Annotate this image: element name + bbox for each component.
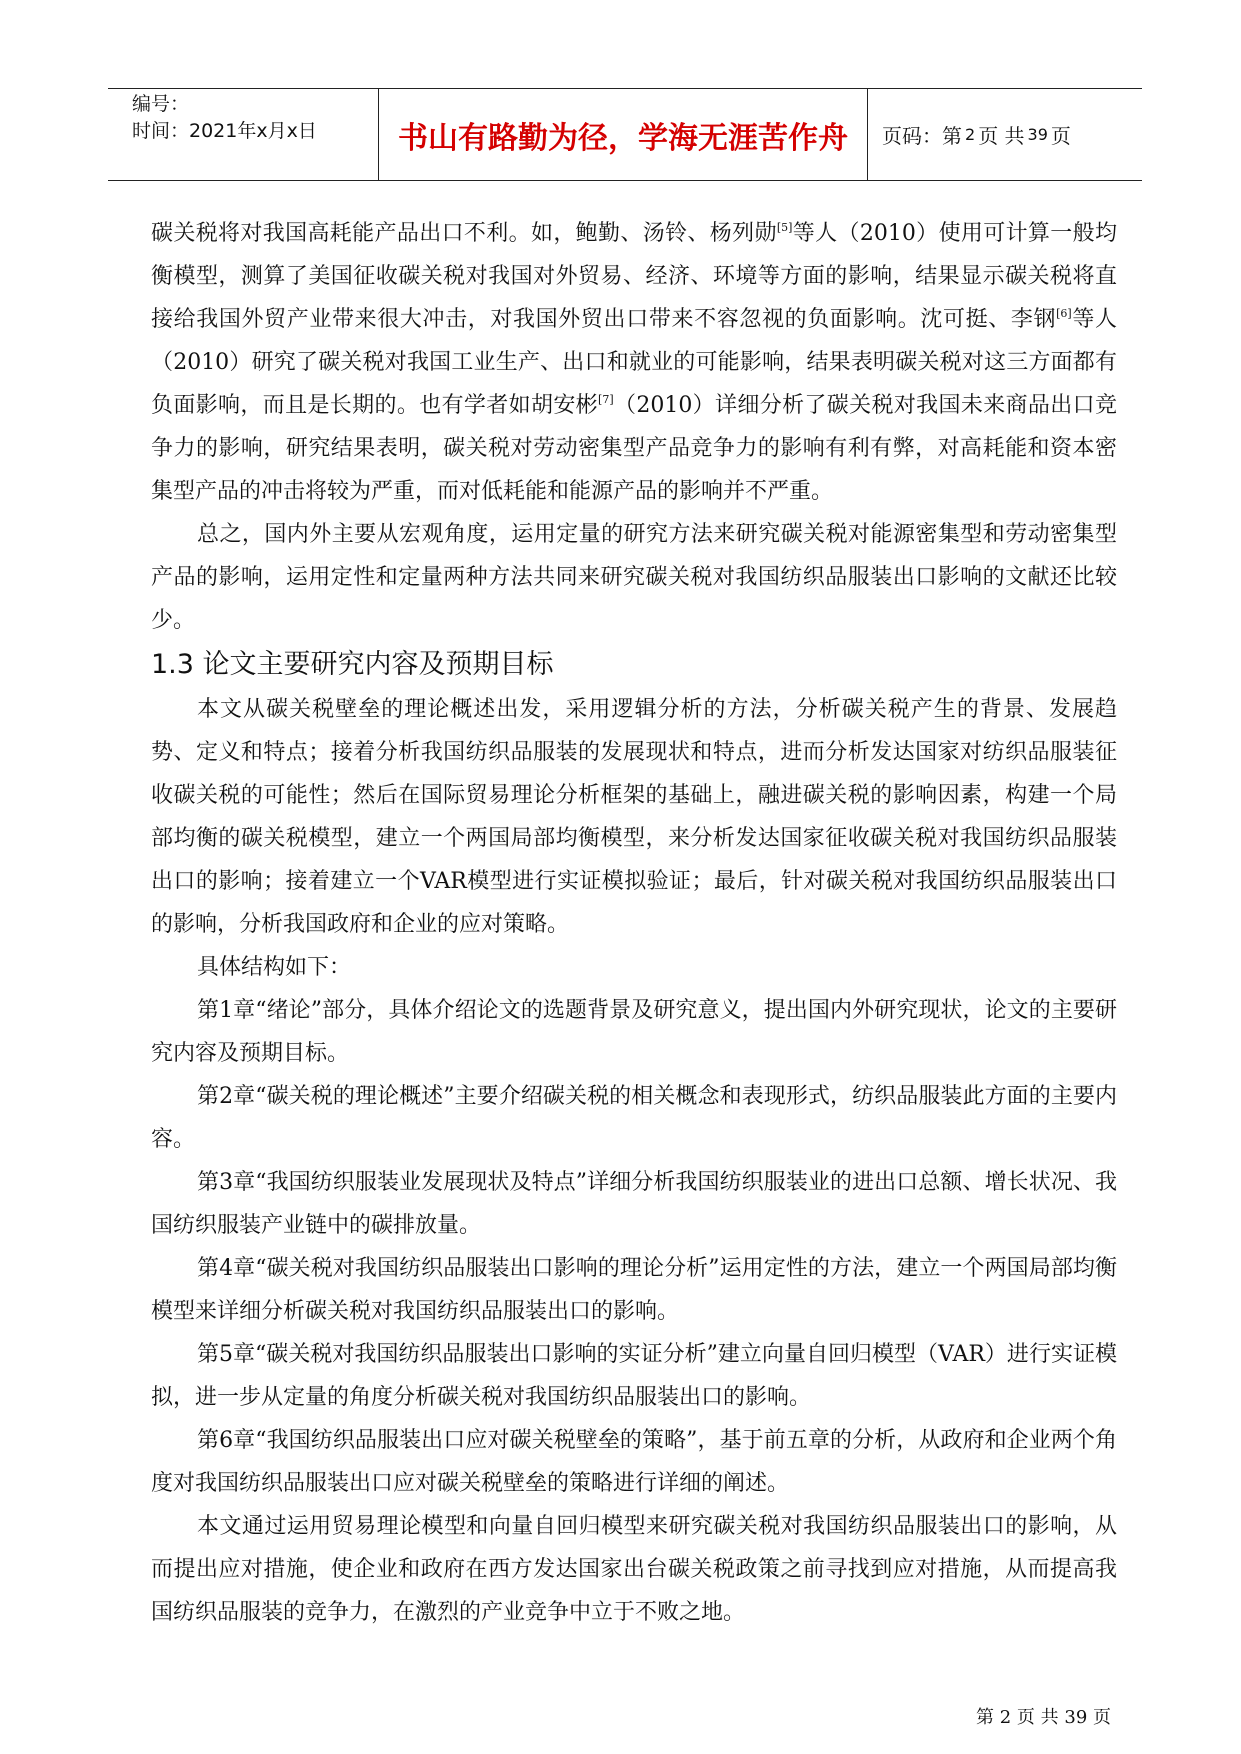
paragraph-chapter-4: 第4章“碳关税对我国纺织品服装出口影响的理论分析”运用定性的方法，建立一个两国局部均衡模型来详细分析碳关税对我国纺织品服装出口的影响。 xyxy=(151,1256,1117,1324)
paragraph-literature-review xyxy=(151,212,1117,513)
paragraph-chapter-3: 第3章“我国纺织服装业发展现状及特点”详细分析我国纺织服装业的进出口总额、增长状况、我国纺织服装产业链中的碳排放量。 xyxy=(151,1170,1117,1238)
text-run: 碳关税将对我国高耗能产品出口不利。如，鲍勤、汤铃、杨列勋 xyxy=(151,221,777,246)
page-current: 2 xyxy=(965,125,976,144)
paragraph-chapter-5: 第5章“碳关税对我国纺织品服装出口影响的实证分析”建立向量自回归模型（VAR）进行实证模拟，进一步从定量的角度分析碳关税对我国纺织品服装出口的影响。 xyxy=(151,1342,1117,1410)
text-run: 等人（2010）使用可计算一般均衡模型，测算了美国征收碳关税对我国对外贸易、经济、环境等方面的影响，结果显示碳关税将直接给我国外贸产业带来很大冲击，对我国外贸出口带来不容忽视的负面影响。沈可挺、李钢 xyxy=(151,221,1117,332)
paragraph-chapter-6: 第6章“我国纺织品服装出口应对碳关税壁垒的策略”，基于前五章的分析，从政府和企业两个角度对我国纺织品服装出口应对碳关税壁垒的策略进行详细的阐述。 xyxy=(151,1428,1117,1496)
paragraph-chapter-1: 第1章“绪论”部分，具体介绍论文的选题背景及研究意义，提出国内外研究现状，论文的主要研究内容及预期目标。 xyxy=(151,998,1117,1066)
paragraph-conclusion: 本文通过运用贸易理论模型和向量自回归模型来研究碳关税对我国纺织品服装出口的影响，从而提出应对措施，使企业和政府在西方发达国家出台碳关税政策之前寻找到应对措施，从而提高我国纺织品服装的竞争力，在激烈的产业竞争中立于不败之地。 xyxy=(151,1514,1117,1625)
document-body xyxy=(151,212,1117,1634)
page-mid: 页 共 xyxy=(978,124,1025,148)
paragraph-summary: 总之，国内外主要从宏观角度，运用定量的研究方法来研究碳关税对能源密集型和劳动密集型产品的影响，运用定性和定量两种方法共同来研究碳关税对我国纺织品服装出口影响的文献还比较少。 xyxy=(151,522,1117,633)
paragraph-chapter-2: 第2章“碳关税的理论概述”主要介绍碳关税的相关概念和表现形式，纺织品服装此方面的主要内容。 xyxy=(151,1084,1117,1152)
citation-ref: [7] xyxy=(598,393,614,406)
paragraph-research-content: 本文从碳关税壁垒的理论概述出发，采用逻辑分析的方法，分析碳关税产生的背景、发展趋势、定义和特点；接着分析我国纺织品服装的发展现状和特点，进而分析发达国家对纺织品服装征收碳关税的可能性；然后在国际贸易理论分析框架的基础上，融进碳关税的影响因素，构建一个局部均衡的碳关税模型，建立一个两国局部均衡模型，来分析发达国家征收碳关税对我国纺织品服装出口的影响；接着建立一个VAR模型进行实证模拟验证；最后，针对碳关税对我国纺织品服装出口的影响，分析我国政府和企业的应对策略。 xyxy=(151,697,1117,937)
page-total: 39 xyxy=(1027,125,1048,144)
document-date-label: 时间：2021年x月x日 xyxy=(132,120,317,142)
text-run: （2010）详细分析了碳关税对我国未来商品出口竞争力的影响，研究结果表明，碳关税对劳动密集型产品竞争力的影响有利有弊，对高耗能和资本密集型产品的冲击将较为严重，而对低耗能和能源产品的影响并不严重。 xyxy=(151,393,1117,504)
page-prefix: 页码：第 xyxy=(882,124,962,148)
citation-ref: [5] xyxy=(776,221,793,234)
document-number-label: 编号： xyxy=(132,93,190,115)
paragraph-structure-intro: 具体结构如下： xyxy=(197,955,352,980)
section-heading: 1.3 论文主要研究内容及预期目标 xyxy=(151,649,554,680)
header-motto: 书山有路勤为径，学海无涯苦作舟 xyxy=(398,120,848,156)
text-run: 等人（2010）研究了碳关税对我国工业生产、出口和就业的可能影响，结果表明碳关税对这三方面都有负面影响，而且是长期的。也有学者如胡安彬 xyxy=(151,307,1117,418)
header-motto-cell xyxy=(379,89,868,180)
page-suffix: 页 xyxy=(1050,124,1071,148)
page-footer: 第 2 页 共 39 页 xyxy=(976,1707,1111,1728)
header-meta xyxy=(108,89,379,180)
header-page-info xyxy=(868,89,1142,180)
citation-ref: [6] xyxy=(1056,307,1072,320)
page-header xyxy=(108,88,1142,181)
